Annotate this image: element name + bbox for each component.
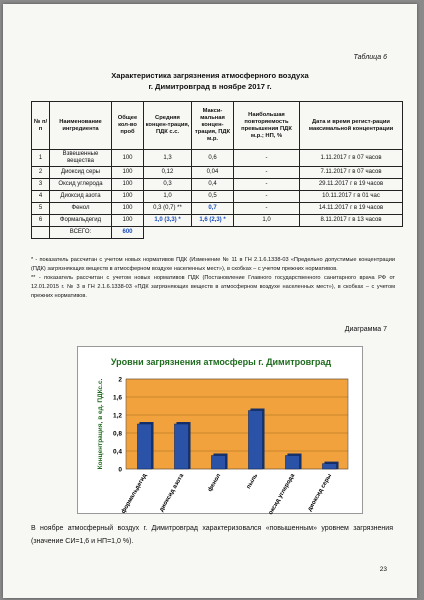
x-tick-label: пыль xyxy=(245,473,260,491)
cell: 100 xyxy=(112,150,144,167)
pollution-table xyxy=(31,101,403,239)
cell: - xyxy=(234,167,300,179)
plot-area xyxy=(126,379,348,469)
header-samples: Общее кол-во проб xyxy=(112,102,144,150)
cell: 6 xyxy=(32,215,50,227)
cell: 8.11.2017 г в 13 часов xyxy=(300,215,403,227)
cell: 0,04 xyxy=(192,167,234,179)
cell: 7.11.2017 г в 07 часов xyxy=(300,167,403,179)
table-row xyxy=(32,167,403,179)
header-date-time: Дата и время регист-рации максимальной концентрации xyxy=(300,102,403,150)
header-exceedance: Наибольшая повторяемость превышения ПДК м.р.; НП, % xyxy=(234,102,300,150)
diagram-label: Диаграмма 7 xyxy=(344,326,387,333)
cell: 100 xyxy=(112,215,144,227)
y-axis-label: Концентрация, в ед. ПДКс.с. xyxy=(97,378,104,470)
cell: Диоксид азота xyxy=(50,191,112,203)
bar xyxy=(211,456,225,470)
cell: 0,4 xyxy=(192,179,234,191)
y-tick-label: 0,4 xyxy=(112,448,122,456)
cell: 100 xyxy=(112,203,144,215)
y-tick-label: 0 xyxy=(118,466,122,474)
cell: 10.11.2017 г в 01 час xyxy=(300,191,403,203)
y-tick-label: 1,2 xyxy=(112,412,122,420)
y-tick-label: 1,6 xyxy=(112,394,122,402)
cell: Диоксид серы xyxy=(50,167,112,179)
page-title xyxy=(3,70,417,92)
cell: - xyxy=(234,191,300,203)
cell: 0,5 xyxy=(192,191,234,203)
cell: 100 xyxy=(112,167,144,179)
cell: 0,3 xyxy=(144,179,192,191)
cell: Формальдегид xyxy=(50,215,112,227)
cell xyxy=(32,227,50,239)
table-row xyxy=(32,191,403,203)
footnotes xyxy=(31,256,395,301)
cell: 1,6 (2,3) * xyxy=(192,215,234,227)
cell: 1 xyxy=(32,150,50,167)
y-tick-label: 2 xyxy=(118,376,122,384)
cell: 3 xyxy=(32,179,50,191)
y-tick-label: 0,8 xyxy=(112,430,122,438)
cell: 2 xyxy=(32,167,50,179)
cell: 29.11.2017 г в 19 часов xyxy=(300,179,403,191)
footnote-2: ** - показатель рассчитан с учетом новых нормативов ПДК (Постановление Главного государственного санитарного врача РФ от 12.01.2015 г. № 3 в ГН 2.1.6.1338-03 «ПДК загрязняющих веществ в атмосферном воздухе населенных мест»), в скобках – с учетом прежних нормативов. xyxy=(31,275,395,299)
cell: 100 xyxy=(112,191,144,203)
x-tick-label: диоксид серы xyxy=(307,473,334,513)
x-tick-label: фенол xyxy=(207,473,223,493)
footnote-1: * - показатель рассчитан с учетом новых нормативов ПДК (Изменение № 11 в ГН 2.1.6.1338-03 «Предельно допустимые концентрации (ПДК) загрязняющих веществ в атмосферном воздухе населенных мест»), в скобках – с учетом прежних нормативов. xyxy=(31,257,395,272)
bar xyxy=(322,464,336,469)
header-ingredient: Наименование ингредиента xyxy=(50,102,112,150)
conclusion-text: В ноябре атмосферный воздух г. Димитровград характеризовался «повышенным» уровнем загрязнения (значение СИ=1,6 и НП=1,0 %). xyxy=(31,525,393,545)
bar xyxy=(174,424,188,469)
cell: 0,6 xyxy=(192,150,234,167)
cell: 1,3 xyxy=(144,150,192,167)
chart-frame xyxy=(77,346,363,514)
total-label: ВСЕГО: xyxy=(50,227,112,239)
cell: - xyxy=(234,203,300,215)
table-row xyxy=(32,203,403,215)
total-value: 600 xyxy=(112,227,144,239)
bar xyxy=(137,424,151,469)
title-line-1: Характеристика загрязнения атмосферного воздуха xyxy=(111,71,309,80)
document-page xyxy=(3,4,417,598)
x-tick-label: оксид углерода xyxy=(267,473,297,515)
cell: 100 xyxy=(112,179,144,191)
cell: - xyxy=(234,179,300,191)
table-row xyxy=(32,150,403,167)
cell xyxy=(144,227,403,239)
header-max-conc: Макси-мальная концен-трация, ПДК м.р. xyxy=(192,102,234,150)
header-num: № п/п xyxy=(32,102,50,150)
x-tick-label: диоксид азота xyxy=(158,473,186,513)
table-total-row xyxy=(32,227,403,239)
page-number: 23 xyxy=(379,566,387,573)
cell: 4 xyxy=(32,191,50,203)
table-row xyxy=(32,179,403,191)
table-row xyxy=(32,215,403,227)
cell: 5 xyxy=(32,203,50,215)
cell: - xyxy=(234,150,300,167)
table-header-row xyxy=(32,102,403,150)
cell: 0,12 xyxy=(144,167,192,179)
title-line-2: г. Димитровград в ноябре 2017 г. xyxy=(148,82,272,91)
header-avg-conc: Средняя концен-трация, ПДК с.с. xyxy=(144,102,192,150)
cell: Оксид углерода xyxy=(50,179,112,191)
cell: 1.11.2017 г в 07 часов xyxy=(300,150,403,167)
cell: 1,0 xyxy=(144,191,192,203)
cell: 0,3 (0,7) ** xyxy=(144,203,192,215)
cell: Взвешенные вещества xyxy=(50,150,112,167)
cell: 1,0 (3,3) * xyxy=(144,215,192,227)
bar xyxy=(248,411,262,470)
x-tick-label: формальдегид xyxy=(120,473,149,515)
cell: 0,7 xyxy=(192,203,234,215)
bar xyxy=(285,456,299,470)
cell: Фенол xyxy=(50,203,112,215)
cell: 14.11.2017 г в 19 часов xyxy=(300,203,403,215)
table-label: Таблица 6 xyxy=(353,54,387,61)
chart-title: Уровни загрязнения атмосферы г. Димитровград xyxy=(110,357,332,367)
bar-chart xyxy=(78,347,364,515)
cell: 1,0 xyxy=(234,215,300,227)
